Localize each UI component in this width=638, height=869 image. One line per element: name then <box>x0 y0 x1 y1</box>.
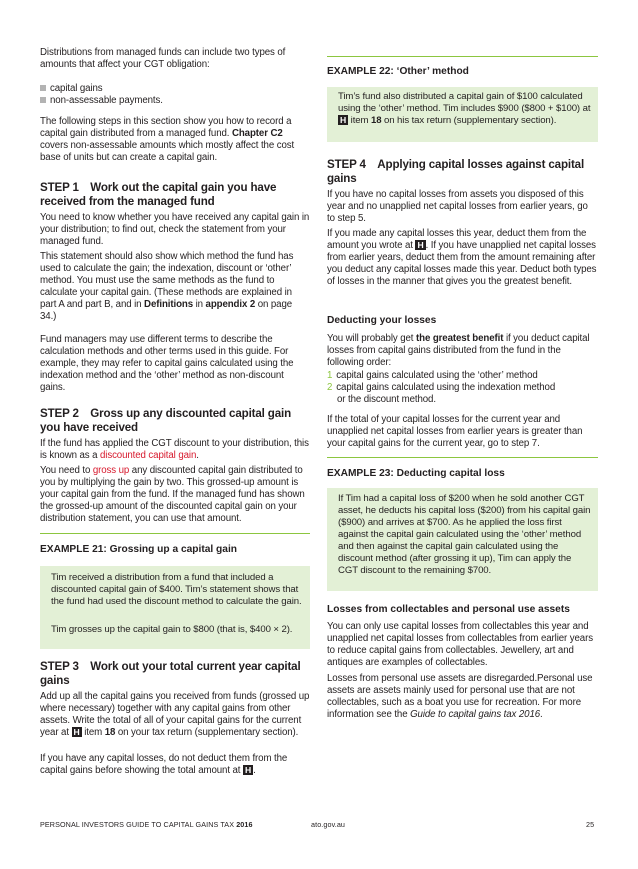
example21-title: EXAMPLE 21: Grossing up a capital gain <box>40 544 237 555</box>
list-item: or the discount method. <box>337 394 436 405</box>
step4-paragraph: If you made any capital losses this year, deduct them from the amount you wrote at H . If you have unapplied net capital losses from earlier years, deduct them from the amount remaining after you deduct any capital losses made this year. Deduct both types of losses in the manner that gives you the greatest benefit. <box>327 228 597 288</box>
collectables-paragraph: You can only use capital losses from collectables this year and unapplied net capital losses from collectables from earlier years to reduce capital gains from collectables. Jewellery, art and antiques are examples of collectables. <box>327 621 593 669</box>
example23-title: EXAMPLE 23: Deducting capital loss <box>327 468 505 479</box>
collectables-paragraph: Losses from personal use assets are disregarded.Personal use assets are assets mainly used for personal use that are not collectables, such as a boat you use for recreation. For more information see the Guide to capital gains tax 2016. <box>327 673 593 721</box>
list-item: capital gains <box>40 83 103 95</box>
step2-paragraph: You need to gross up any discounted capital gain distributed to you by multiplying the gain by two. This grossed-up amount is your capital gain from the fund. If the managed fund has shown the grossed-up amount of the discounted capital gain on your distribution statement, you can use that amount. <box>40 465 305 525</box>
footer-url[interactable]: ato.gov.au <box>311 820 346 829</box>
example22-title: EXAMPLE 22: ‘Other’ method <box>327 66 469 77</box>
step3-heading: STEP 3 Work out your total current year capital gains <box>40 660 301 687</box>
label-h-icon: H <box>244 765 252 776</box>
collectables-heading: Losses from collectables and personal use assets <box>327 604 570 615</box>
list-item: 2 capital gains calculated using the indexation method <box>327 382 556 393</box>
deducting-heading: Deducting your losses <box>327 315 437 326</box>
step4-paragraph: If you have no capital losses from assets you disposed of this year and no unapplied net capital losses from earlier years, go to step 5. <box>327 189 588 225</box>
divider <box>327 457 598 458</box>
deducting-paragraph: You will probably get the greatest benefit if you deduct capital losses from capital gains distributed from the fund in the following order: <box>327 333 590 369</box>
step1-paragraph: This statement should also show which method the fund has used to calculate the gain; the indexation, discount or ‘other’ method. You must use the same methods as the fund to calculate your capital gain. (These methods are explained in part A and part B, and in Definitions in appendix 2 on page 34.) <box>40 251 294 323</box>
step3-paragraph: Add up all the capital gains you received from funds (grossed up where necessary) together with any capital gains from other assets. Write the total of all of your capital gains for the current year at H item 18 on your tax return (supplementary section). <box>40 691 310 739</box>
intro-paragraph: Distributions from managed funds can include two types of amounts that affect your CGT obligation: <box>40 47 286 71</box>
label-h-icon: H <box>73 727 80 738</box>
step1-heading: STEP 1 Work out the capital gain you have received from the managed fund <box>40 181 277 208</box>
bullet-icon <box>40 97 46 103</box>
example23-box: If Tim had a capital loss of $200 when he sold another CGT asset, he deducts his capital loss ($200) from his capital gain ($900) and arrives at $700. As he applied the loss first against the capital gain calculated using the ‘other’ method and then against the capital gain calculated using the discount method (after grossing it up), Tim can apply the CGT discount to the remaining $700. <box>327 488 598 591</box>
deducting-paragraph: If the total of your capital losses for the current year and unapplied net capital losses from earlier years is greater than your capital gains for the current year, go to step 7. <box>327 414 583 450</box>
example22-box: Tim’s fund also distributed a capital gain of $100 calculated using the ‘other’ method. Tim includes $900 ($800 + $100) at H item 18 on his tax return (supplementary section). <box>327 87 598 142</box>
step1-paragraph: Fund managers may use different terms to describe the calculation methods and other terms used in this guide. For example, they may refer to capital gains calculated using the indexation method and the ‘other’ method as non-discount gains. <box>40 334 294 394</box>
divider <box>40 533 310 534</box>
label-h-icon: H <box>417 240 424 251</box>
list-item: 1 capital gains calculated using the ‘other’ method <box>327 370 538 381</box>
divider <box>327 56 598 57</box>
step4-heading: STEP 4 Applying capital losses against capital gains <box>327 158 585 185</box>
label-h-icon: H <box>340 115 347 125</box>
page-number: 25 <box>586 820 595 829</box>
example21-box: Tim received a distribution from a fund that included a discounted capital gain of $400. Tim’s statement shows that the fund had used the discount method to calculate the gain. Tim grosses up the capital gain to $800 (that is, $400 × 2). <box>40 566 310 649</box>
step2-paragraph: If the fund has applied the CGT discount to your distribution, this is known as a discounted capital gain. <box>40 438 309 462</box>
steps-intro-paragraph: The following steps in this section show you how to record a capital gain distributed from a managed fund. Chapter C2 covers non-assessable amounts which mostly affect the cost base of units but can create a capital gain. <box>40 116 295 164</box>
step3-paragraph: If you have any capital losses, do not deduct them from the capital gains before showing the total amount at H . <box>40 753 288 777</box>
step2-heading: STEP 2 Gross up any discounted capital gain you have received <box>40 407 292 434</box>
bullet-icon <box>40 85 46 91</box>
footer-title: PERSONAL INVESTORS GUIDE TO CAPITAL GAINS TAX 2016 <box>40 820 253 829</box>
step1-paragraph: You need to know whether you have received any capital gain in your distribution; to find out, check the statement from your managed fund. <box>40 212 310 248</box>
list-item: non-assessable payments. <box>40 95 163 107</box>
